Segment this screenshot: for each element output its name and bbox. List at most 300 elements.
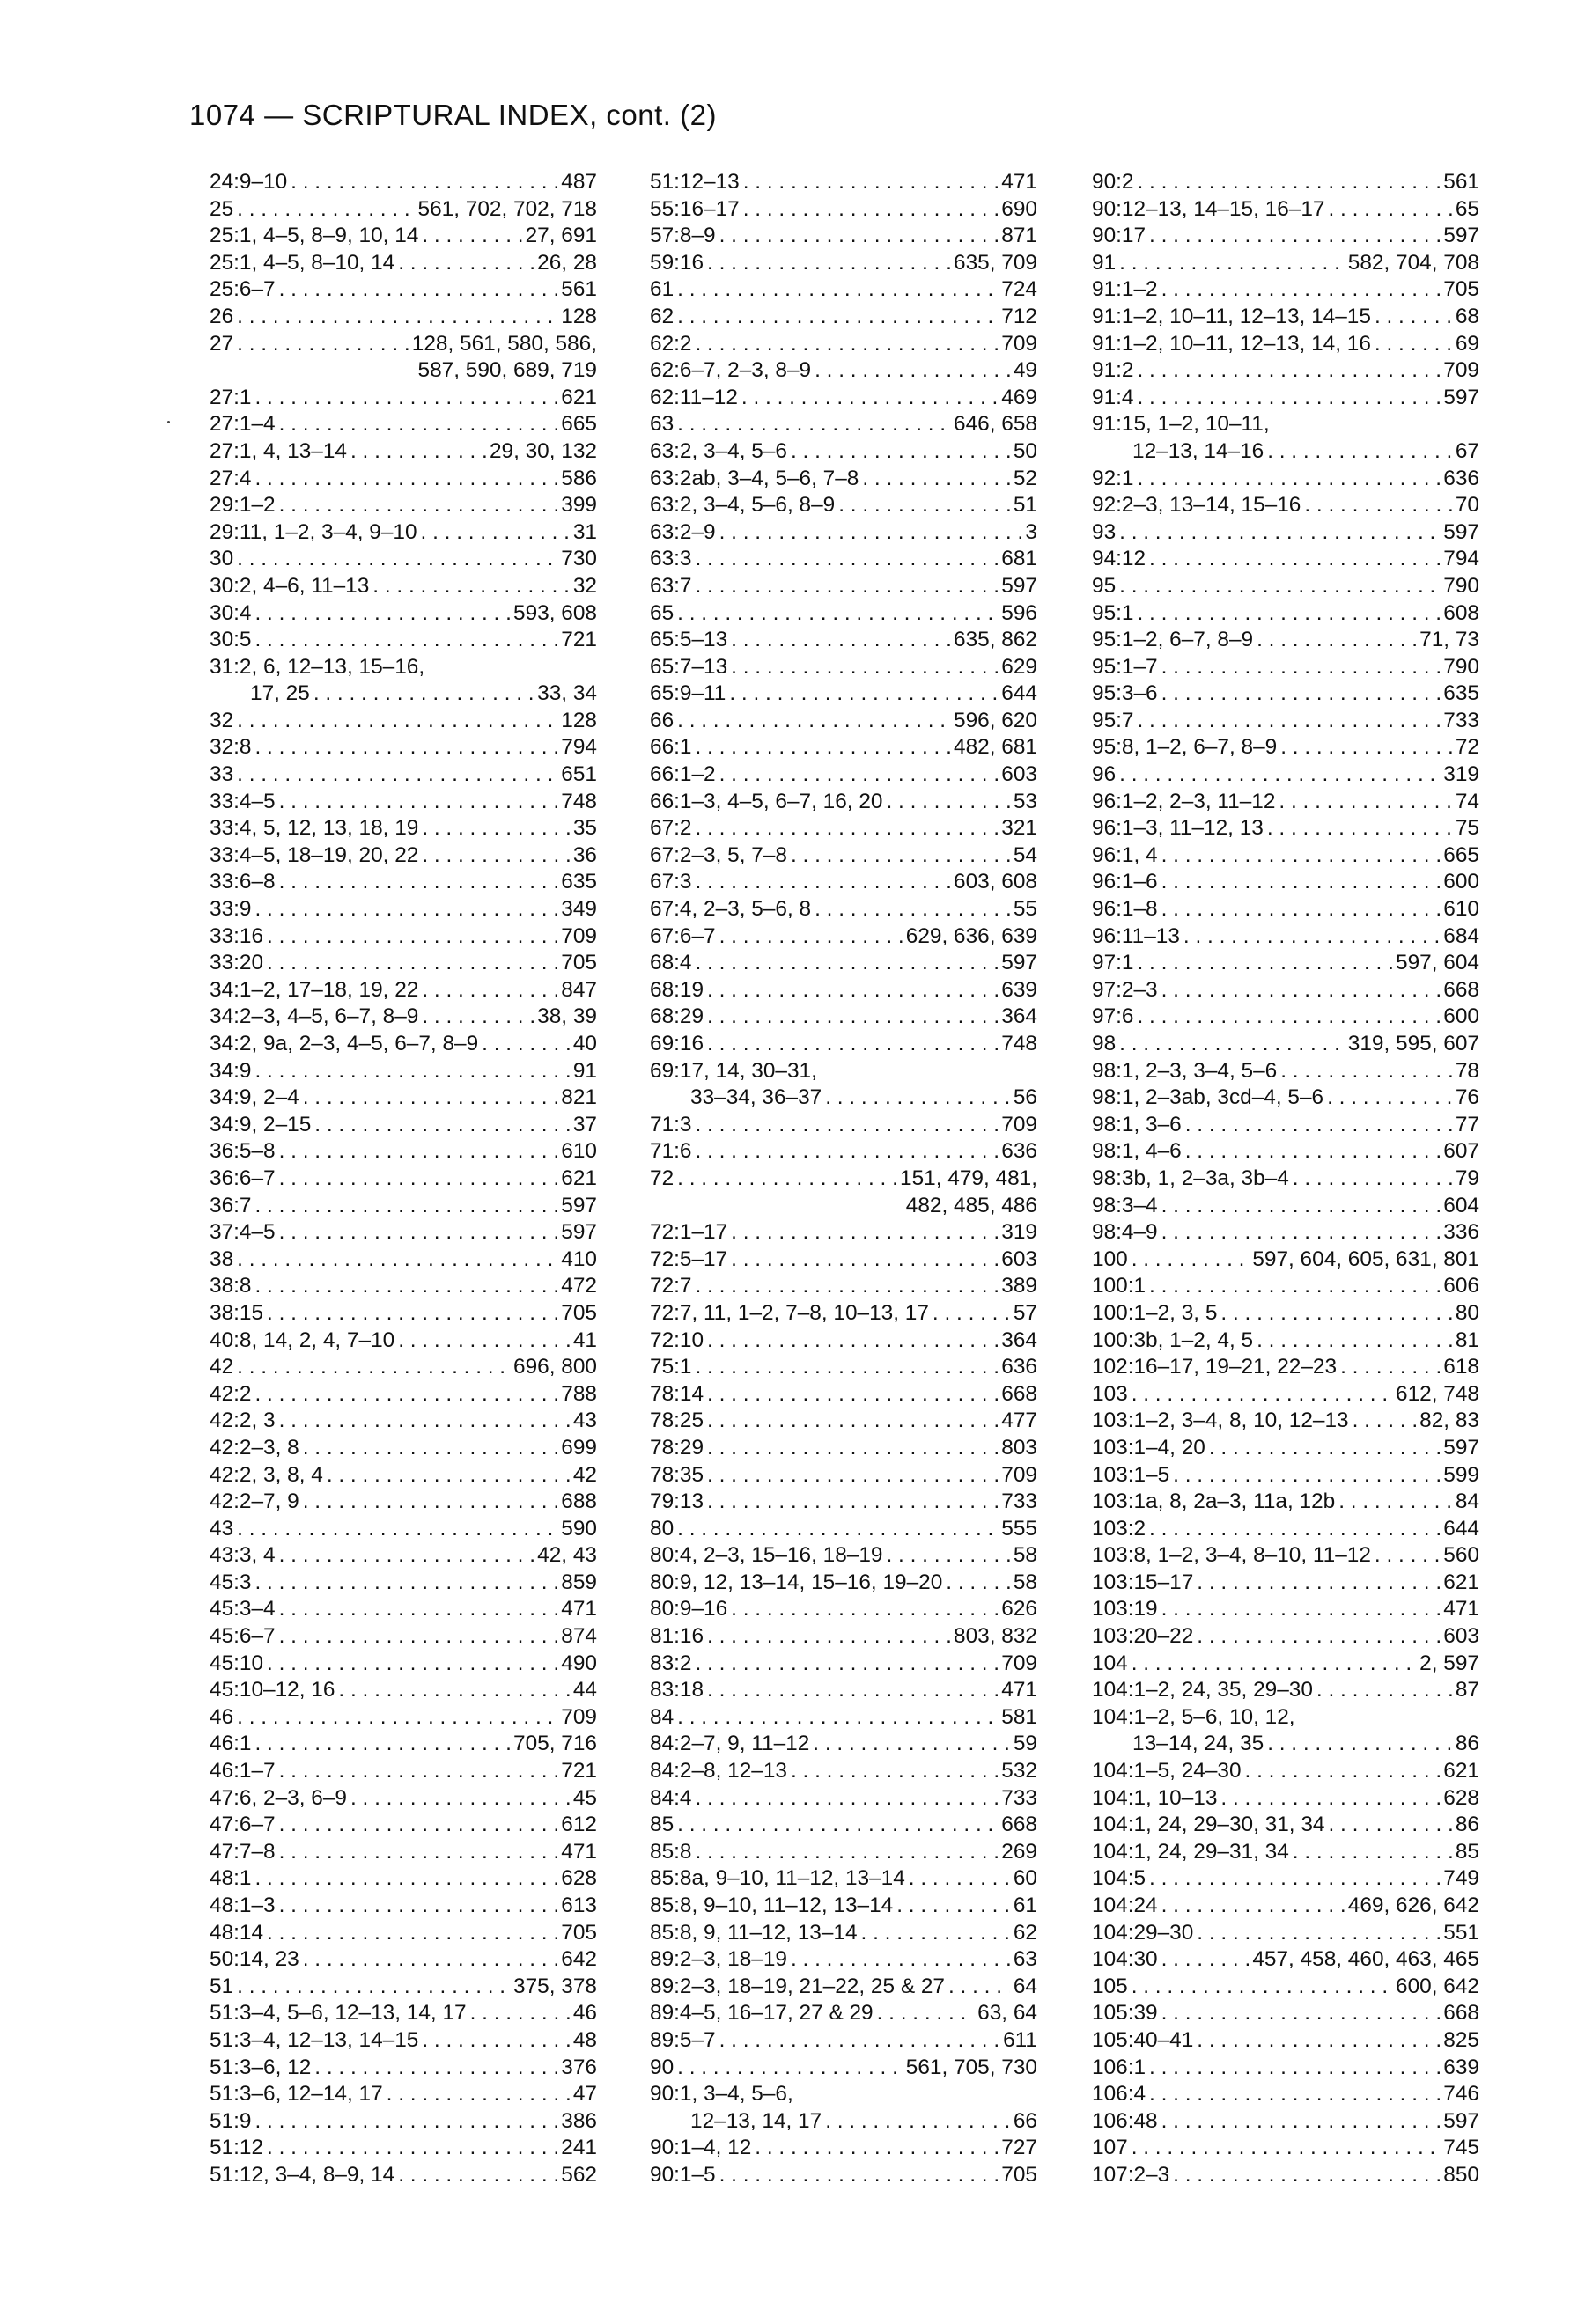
index-entry (1092, 331, 1479, 358)
page-numbers: 745 (1443, 2136, 1479, 2160)
scripture-reference: 61 (650, 277, 675, 302)
page-numbers: 709 (1001, 1651, 1037, 1675)
page-numbers: 336 (1443, 1220, 1479, 1245)
page-numbers: 349 (561, 897, 597, 922)
dot-leader (1183, 923, 1440, 951)
page-numbers: 606 (1443, 1274, 1479, 1298)
page-numbers: 721 (561, 628, 597, 652)
dot-leader (677, 1166, 896, 1193)
scripture-reference: 42:2 (210, 1381, 252, 1406)
index-entry (210, 2027, 597, 2055)
dot-leader (1197, 1623, 1440, 1651)
scripture-reference: 66:1–2 (650, 762, 716, 787)
scripture-reference: 90:17 (1092, 224, 1146, 248)
index-entry (650, 1974, 1037, 2001)
index-entry (210, 869, 597, 896)
index-entry (1092, 1946, 1479, 1974)
index-entry (210, 1704, 597, 1732)
scripture-reference: 45:3–4 (210, 1597, 276, 1622)
index-entry (650, 2000, 1037, 2027)
scripture-reference: 96:1–8 (1092, 897, 1158, 922)
dot-leader (838, 492, 1010, 519)
scripture-reference: 27:1–4 (210, 412, 276, 437)
index-entry (1092, 1166, 1479, 1193)
scripture-reference: 100:1 (1092, 1274, 1146, 1298)
dot-leader (695, 1354, 998, 1381)
dot-leader (303, 1085, 558, 1112)
dot-leader (279, 1893, 558, 1920)
page-numbers: 66 (1013, 2108, 1037, 2133)
page-numbers: 91 (572, 1058, 597, 1083)
dot-leader (327, 1462, 570, 1489)
page-numbers: 705 (561, 1920, 597, 1945)
page-numbers: 610 (561, 1139, 597, 1164)
scripture-reference: 46:1–7 (210, 1759, 276, 1783)
index-entry (650, 761, 1037, 789)
scripture-reference: 103:20–22 (1092, 1624, 1194, 1649)
dot-leader (1161, 1219, 1441, 1247)
dot-leader (695, 1651, 998, 1678)
page-numbers: 469 (1001, 385, 1037, 409)
scripture-reference: 45:10 (210, 1651, 264, 1675)
page-numbers: 746 (1443, 2082, 1479, 2107)
dot-leader (1375, 1542, 1440, 1570)
page-numbers: 636 (1001, 1355, 1037, 1379)
index-entry (650, 627, 1037, 654)
dot-leader (1119, 250, 1345, 277)
scripture-reference: 48:1 (210, 1866, 252, 1891)
index-entry (650, 438, 1037, 466)
dot-leader (237, 546, 557, 573)
scripture-reference: 42:2, 3 (210, 1408, 276, 1433)
page-numbers: 581 (1001, 1704, 1037, 1729)
index-entry (1092, 1193, 1479, 1220)
dot-leader (1304, 492, 1452, 519)
index-entry (210, 1408, 597, 1435)
index-entry (1092, 1731, 1479, 1758)
index-entry (1092, 654, 1479, 681)
scripture-reference: 37:4–5 (210, 1220, 276, 1245)
dot-leader (1161, 977, 1441, 1004)
dot-leader (791, 438, 1010, 466)
dot-leader (1375, 304, 1452, 331)
scripture-reference: 90:2 (1092, 170, 1134, 194)
index-entry (210, 2108, 597, 2136)
page-numbers: 599 (1443, 1462, 1479, 1487)
page-numbers: 794 (561, 735, 597, 760)
scripture-reference: 72:7, 11, 1–2, 7–8, 10–13, 17 (650, 1300, 929, 1325)
scripture-reference: 48:14 (210, 1920, 264, 1945)
dot-leader (1267, 1731, 1452, 1758)
page-numbers: 50 (1013, 438, 1037, 463)
page-numbers: 608 (1443, 600, 1479, 625)
page-numbers: 596 (1001, 600, 1037, 625)
scripture-reference: 51 (210, 1974, 234, 1998)
page-numbers: 86 (1455, 1732, 1479, 1756)
scripture-reference: 12–13, 14, 17 (690, 2108, 822, 2133)
dot-leader (677, 2055, 903, 2082)
dot-leader (279, 869, 558, 896)
scripture-reference: 98:1, 3–6 (1092, 1112, 1182, 1136)
scripture-reference: 103:2 (1092, 1516, 1146, 1541)
index-entry (650, 573, 1037, 600)
dot-leader (1161, 1596, 1441, 1623)
index-entry (650, 1596, 1037, 1623)
page-numbers: 794 (1443, 547, 1479, 571)
dot-leader (909, 1865, 1010, 1893)
page-numbers: 639 (1443, 2055, 1479, 2079)
scripture-reference: 96:1–3, 11–12, 13 (1092, 816, 1264, 841)
dot-leader (815, 896, 1010, 923)
dot-leader (279, 1623, 558, 1651)
index-entry (650, 1920, 1037, 1947)
scripture-reference: 36:5–8 (210, 1139, 276, 1164)
page-numbers: 642 (561, 1947, 597, 1972)
index-entry (650, 2055, 1037, 2082)
dot-leader (707, 977, 998, 1004)
index-entry (1092, 1138, 1479, 1166)
index-entry (1092, 2162, 1479, 2189)
page-numbers: 665 (1443, 842, 1479, 867)
index-entry (650, 734, 1037, 761)
dot-leader (338, 1677, 569, 1704)
page-numbers: 790 (1443, 573, 1479, 598)
dot-leader (1132, 1974, 1392, 2001)
dot-leader (314, 2055, 557, 2082)
scripture-reference: 51:12, 3–4, 8–9, 14 (210, 2162, 395, 2187)
index-entry (650, 546, 1037, 573)
scripture-reference: 95 (1092, 573, 1117, 598)
index-entry (210, 1731, 597, 1758)
index-entry (1092, 385, 1479, 412)
dot-leader (933, 1300, 1010, 1327)
dot-leader (267, 1300, 557, 1327)
dot-leader (707, 1004, 998, 1031)
dot-leader (695, 734, 950, 761)
scripture-reference: 45:10–12, 16 (210, 1678, 335, 1703)
scripture-reference: 89:5–7 (650, 2027, 716, 2052)
dot-leader (695, 1839, 998, 1866)
scripture-reference: 106:4 (1092, 2082, 1146, 2107)
scripture-reference: 106:48 (1092, 2108, 1158, 2133)
page-numbers: 788 (561, 1381, 597, 1406)
scripture-reference: 97:2–3 (1092, 977, 1158, 1002)
dot-leader (237, 1974, 510, 2001)
index-entry (210, 385, 597, 412)
index-entry (210, 1112, 597, 1139)
index-column-3 (1092, 169, 1479, 2189)
page-numbers: 790 (1443, 654, 1479, 679)
page-numbers: 825 (1443, 2027, 1479, 2052)
scripture-reference: 51:3–6, 12–14, 17 (210, 2082, 383, 2107)
page-numbers: 80 (1455, 1300, 1479, 1325)
page-numbers: 597 (1443, 2108, 1479, 2133)
scripture-reference: 66:1 (650, 735, 692, 760)
page-numbers: 54 (1013, 842, 1037, 867)
scripture-reference: 105:40–41 (1092, 2027, 1194, 2052)
index-entry (650, 385, 1037, 412)
scripture-reference: 33:16 (210, 923, 264, 948)
scripture-reference: 65:5–13 (650, 628, 728, 652)
dot-leader (1161, 654, 1441, 681)
page-numbers: 748 (561, 789, 597, 813)
scripture-reference: 45:3 (210, 1570, 252, 1594)
index-entry (210, 789, 597, 816)
scripture-reference: 65 (650, 600, 675, 625)
dot-leader (1245, 1758, 1441, 1785)
scripture-reference: 103 (1092, 1381, 1128, 1406)
page-numbers: 364 (1001, 1004, 1037, 1029)
page-numbers: 36 (572, 842, 597, 867)
index-entry (1092, 519, 1479, 547)
scripture-reference: 100 (1092, 1247, 1128, 1271)
page-numbers: 733 (1443, 708, 1479, 732)
scripture-reference: 34:9 (210, 1058, 252, 1083)
scripture-reference: 32:8 (210, 735, 252, 760)
page-numbers: 603 (1001, 762, 1037, 787)
scripture-reference: 78:35 (650, 1462, 704, 1487)
dot-leader (677, 600, 998, 628)
index-entry (1092, 896, 1479, 923)
page-numbers: 688 (561, 1489, 597, 1514)
dot-leader (695, 1785, 998, 1813)
page-numbers: 705 (561, 951, 597, 975)
index-entry (1092, 1300, 1479, 1327)
index-entry (1092, 869, 1479, 896)
index-entry (650, 276, 1037, 304)
page-numbers: 593, 608 (513, 600, 597, 625)
dot-leader (1161, 1893, 1345, 1920)
dot-leader (695, 1138, 998, 1166)
dot-leader (254, 1273, 557, 1300)
dot-leader (1197, 2027, 1440, 2055)
scripture-reference: 62:11–12 (650, 385, 738, 409)
index-entry (210, 1219, 597, 1247)
index-entry-continuation: 90:1, 3–4, 5–6, (650, 2082, 793, 2107)
index-entry (1092, 2135, 1479, 2162)
index-entry (650, 2027, 1037, 2055)
index-entry (210, 276, 597, 304)
index-entry (1092, 1327, 1479, 1355)
dot-leader (1149, 546, 1440, 573)
page-numbers: 64 (1013, 1974, 1037, 1998)
dot-leader (1185, 1138, 1441, 1166)
dot-leader (254, 1381, 557, 1408)
scripture-reference: 78:25 (650, 1408, 704, 1433)
index-entry (650, 223, 1037, 250)
dot-leader (1149, 2081, 1440, 2108)
dot-leader (267, 923, 557, 951)
dot-leader (707, 250, 950, 277)
scripture-reference: 33:6–8 (210, 870, 276, 894)
index-entry (210, 196, 597, 224)
dot-leader (1161, 276, 1441, 304)
index-entry (1092, 196, 1479, 224)
index-entry (650, 357, 1037, 385)
dot-leader (731, 627, 950, 654)
scripture-reference: 47:7–8 (210, 1839, 276, 1864)
dot-leader (825, 1085, 1010, 1112)
scripture-reference: 67:2 (650, 816, 692, 841)
index-entry (210, 1542, 597, 1570)
scripture-reference: 63:7 (650, 573, 692, 598)
page-numbers: 471 (1001, 1678, 1037, 1703)
scripture-reference: 91:1–2, 10–11, 12–13, 14–15 (1092, 304, 1371, 328)
dot-leader (254, 1193, 557, 1220)
dot-leader (813, 1731, 1010, 1758)
scripture-reference: 72:10 (650, 1327, 704, 1352)
dot-leader (1161, 896, 1441, 923)
index-entry (1092, 680, 1479, 708)
dot-leader (695, 1112, 998, 1139)
scripture-reference: 68:29 (650, 1004, 704, 1029)
dot-leader (1173, 1462, 1440, 1489)
dot-leader (1132, 1651, 1416, 1678)
dot-leader (791, 1946, 1010, 1974)
index-entry-continuation: 482, 485, 486 (905, 1193, 1037, 1217)
page-numbers: 600 (1443, 1004, 1479, 1029)
page-numbers: 859 (561, 1570, 597, 1594)
dot-leader (254, 385, 557, 412)
scripture-reference: 84 (650, 1704, 675, 1729)
dot-leader (677, 304, 998, 331)
index-entry (650, 1435, 1037, 1462)
dot-leader (279, 1166, 558, 1193)
page-numbers: 610 (1443, 897, 1479, 922)
dot-leader (422, 1004, 534, 1031)
page-numbers: 560 (1443, 1543, 1479, 1568)
page-numbers: 48 (572, 2027, 597, 2052)
scripture-reference: 78:14 (650, 1381, 704, 1406)
dot-leader (731, 1247, 998, 1274)
scripture-reference: 50:14, 23 (210, 1947, 299, 1972)
page-numbers: 597, 604, 605, 631, 801 (1252, 1247, 1479, 1271)
dot-leader (1132, 1247, 1250, 1274)
index-entry (210, 680, 597, 708)
index-entry (210, 761, 597, 789)
scripture-reference: 67:2–3, 5, 7–8 (650, 842, 787, 867)
index-entry (210, 1946, 597, 1974)
index-entry (650, 1812, 1037, 1839)
scripture-reference: 63:2ab, 3–4, 5–6, 7–8 (650, 466, 859, 490)
index-entry (1092, 789, 1479, 816)
page-numbers: 618 (1443, 1355, 1479, 1379)
scripture-reference: 68:4 (650, 951, 692, 975)
page-numbers: 269 (1001, 1839, 1037, 1864)
index-column-1 (210, 169, 597, 2189)
dot-leader (1338, 1489, 1452, 1516)
page-numbers: 56 (1013, 1085, 1037, 1110)
index-entry (650, 1651, 1037, 1678)
index-entry (650, 1677, 1037, 1704)
index-entry-continuation: 104:1–2, 5–6, 10, 12, (1092, 1704, 1295, 1729)
dot-leader (279, 1408, 570, 1435)
page-numbers: 721 (561, 1759, 597, 1783)
dot-leader (707, 1677, 998, 1704)
dot-leader (707, 1031, 998, 1058)
page-numbers: 684 (1443, 923, 1479, 948)
scripture-reference: 63:3 (650, 547, 692, 571)
page-numbers: 874 (561, 1624, 597, 1649)
scripture-reference: 63 (650, 412, 675, 437)
scripture-reference: 105 (1092, 1974, 1128, 1998)
dot-leader (731, 654, 998, 681)
index-entry (210, 1300, 597, 1327)
page-numbers: 597 (1001, 951, 1037, 975)
index-entry (210, 896, 597, 923)
dot-leader (1220, 1300, 1451, 1327)
scripture-reference: 81:16 (650, 1624, 704, 1649)
index-entry (650, 815, 1037, 842)
index-entry (1092, 761, 1479, 789)
page-numbers: 639 (1001, 977, 1037, 1002)
index-entry (210, 438, 597, 466)
dot-leader (1149, 223, 1440, 250)
dot-leader (707, 1462, 998, 1489)
dot-leader (1220, 1785, 1440, 1813)
index-entry (210, 1839, 597, 1866)
dot-leader (1173, 2162, 1440, 2189)
scripture-reference: 26 (210, 304, 234, 328)
page-numbers: 597 (1001, 573, 1037, 598)
dot-leader (1119, 1031, 1345, 1058)
index-entry (1092, 1812, 1479, 1839)
dot-leader (237, 761, 557, 789)
page-numbers: 53 (1013, 789, 1037, 813)
page-numbers: 321 (1001, 816, 1037, 841)
scripture-reference: 104:1–5, 24–30 (1092, 1759, 1242, 1783)
index-entry (1092, 546, 1479, 573)
index-entry (210, 546, 597, 573)
dot-leader (948, 1974, 1010, 2001)
scripture-reference: 38:8 (210, 1274, 252, 1298)
page-numbers: 47 (572, 2082, 597, 2107)
dot-leader (1267, 438, 1452, 466)
scripture-reference: 97:6 (1092, 1004, 1134, 1029)
scripture-reference: 38 (210, 1247, 234, 1271)
dot-leader (886, 1542, 1009, 1570)
page-numbers: 78 (1455, 1058, 1479, 1083)
dot-leader (791, 1758, 998, 1785)
scripture-reference: 91:1–2 (1092, 277, 1158, 302)
page-numbers: 42, 43 (537, 1543, 597, 1568)
page-numbers: 85 (1455, 1839, 1479, 1864)
index-entry (1092, 466, 1479, 493)
scripture-reference: 72:7 (650, 1274, 692, 1298)
page-numbers: 77 (1455, 1112, 1479, 1136)
dot-leader (254, 466, 557, 493)
dot-leader (1329, 196, 1452, 224)
page-numbers: 81 (1455, 1327, 1479, 1352)
scripture-reference: 25:1, 4–5, 8–10, 14 (210, 250, 395, 275)
scripture-reference: 94:12 (1092, 547, 1146, 571)
dot-leader (1149, 1273, 1440, 1300)
scripture-reference: 103:19 (1092, 1597, 1158, 1622)
page-numbers: 72 (1455, 735, 1479, 760)
scripture-reference: 85 (650, 1813, 675, 1837)
page-numbers: 603 (1001, 1247, 1037, 1271)
scripture-reference: 91:4 (1092, 385, 1134, 409)
scripture-reference: 85:8a, 9–10, 11–12, 13–14 (650, 1866, 905, 1891)
dot-leader (350, 1785, 570, 1813)
dot-leader (1316, 1677, 1452, 1704)
index-entry (210, 1812, 597, 1839)
dot-leader (387, 2081, 570, 2108)
dot-leader (254, 600, 510, 628)
dot-leader (422, 815, 570, 842)
index-entry (650, 1112, 1037, 1139)
page-numbers: 52 (1013, 466, 1037, 490)
